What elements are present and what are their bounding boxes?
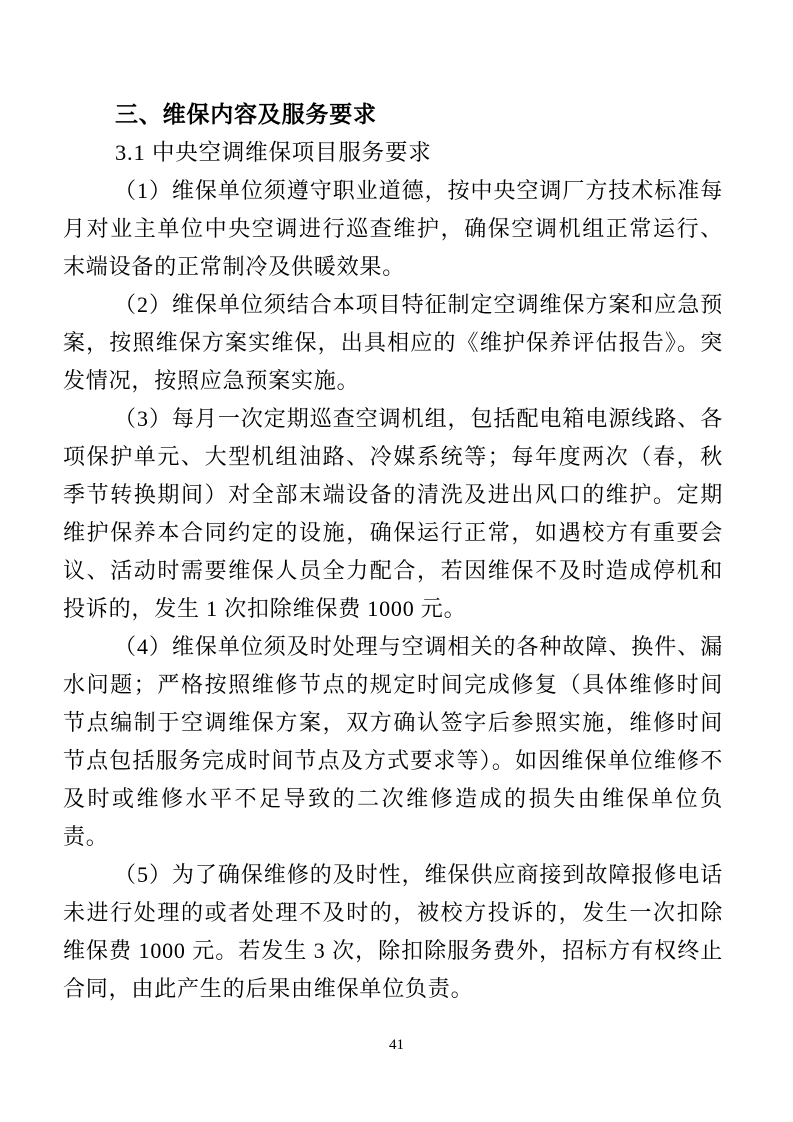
page-number: 41 xyxy=(389,1037,404,1053)
paragraph-4: （4）维保单位须及时处理与空调相关的各种故障、换件、漏水问题；严格按照维修节点的规定时间完成修复（具体维修时间节点编制于空调维保方案，双方确认签字后参照实施，维修时间节点包括服务完成时间节点及方式要求等）。如因维保单位维修不及时或维修水平不足导致的二次维修造成的损失由维保单位负责。 xyxy=(63,634,723,849)
paragraph-1: （1）维保单位须遵守职业道德，按中央空调厂方技术标准每月对业主单位中央空调进行巡查维护，确保空调机组正常运行、末端设备的正常制冷及供暖效果。 xyxy=(63,178,723,279)
subsection-heading: 3.1 中央空调维保项目服务要求 xyxy=(115,140,432,165)
section-heading: 三、维保内容及服务要求 xyxy=(115,102,377,127)
paragraph-2: （2）维保单位须结合本项目特征制定空调维保方案和应急预案，按照维保方案实维保，出具相应的《维护保养评估报告》。突发情况，按照应急预案实施。 xyxy=(63,292,723,393)
document-content xyxy=(63,96,723,1008)
paragraph-3: （3）每月一次定期巡查空调机组，包括配电箱电源线路、各项保护单元、大型机组油路、冷媒系统等；每年度两次（春，秋季节转换期间）对全部末端设备的清洗及进出风口的维护。定期维护保养本合同约定的设施，确保运行正常，如遇校方有重要会议、活动时需要维保人员全力配合，若因维保不及时造成停机和投诉的，发生 1 次扣除维保费 1000 元。 xyxy=(63,406,723,621)
paragraph-5: （5）为了确保维修的及时性，维保供应商接到故障报修电话未进行处理的或者处理不及时的，被校方投诉的，发生一次扣除维保费 1000 元。若发生 3 次，除扣除服务费外，招标方有权终止合同，由此产生的后果由维保单位负责。 xyxy=(63,862,723,1001)
